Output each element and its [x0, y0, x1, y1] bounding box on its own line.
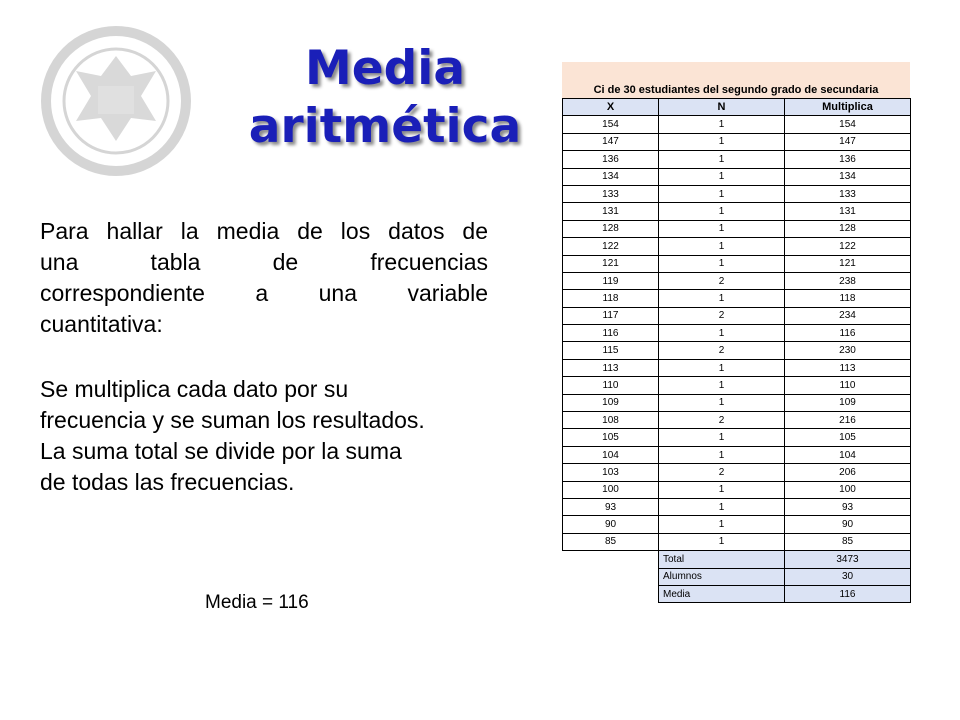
- table-row: [563, 290, 911, 307]
- summary-value: 116: [785, 585, 911, 602]
- table-row: [563, 133, 911, 150]
- intro-paragraph: [40, 216, 488, 340]
- table-row: [563, 429, 911, 446]
- column-header-multiplica: Multiplica: [785, 99, 911, 116]
- x-cell: 110: [563, 377, 659, 394]
- product-cell: 128: [785, 220, 911, 237]
- table-row: [563, 481, 911, 498]
- n-cell: 2: [659, 464, 785, 481]
- n-cell: 1: [659, 377, 785, 394]
- n-cell: 1: [659, 255, 785, 272]
- product-cell: 104: [785, 446, 911, 463]
- n-cell: 1: [659, 116, 785, 133]
- column-header-n: N: [659, 99, 785, 116]
- table-caption: Ci de 30 estudiantes del segundo grado de secundaria: [562, 62, 910, 98]
- summary-label: Media: [659, 585, 785, 602]
- table-row: [563, 272, 911, 289]
- table-row: [563, 220, 911, 237]
- product-cell: 110: [785, 377, 911, 394]
- n-cell: 1: [659, 220, 785, 237]
- summary-row: [563, 585, 911, 602]
- table-row: [563, 516, 911, 533]
- product-cell: 147: [785, 133, 911, 150]
- table-row: [563, 342, 911, 359]
- n-cell: 1: [659, 133, 785, 150]
- x-cell: 117: [563, 307, 659, 324]
- summary-label: Alumnos: [659, 568, 785, 585]
- table-row: [563, 168, 911, 185]
- n-cell: 2: [659, 272, 785, 289]
- n-cell: 1: [659, 446, 785, 463]
- summary-value: 3473: [785, 551, 911, 568]
- x-cell: 121: [563, 255, 659, 272]
- product-cell: 122: [785, 238, 911, 255]
- table-row: [563, 307, 911, 324]
- n-cell: 1: [659, 394, 785, 411]
- x-cell: 131: [563, 203, 659, 220]
- product-cell: 100: [785, 481, 911, 498]
- product-cell: 136: [785, 151, 911, 168]
- product-cell: 85: [785, 533, 911, 550]
- method-line: de todas las frecuencias.: [40, 469, 295, 495]
- n-cell: 2: [659, 342, 785, 359]
- table-row: [563, 255, 911, 272]
- x-cell: 116: [563, 325, 659, 342]
- product-cell: 105: [785, 429, 911, 446]
- n-cell: 1: [659, 203, 785, 220]
- x-cell: 119: [563, 272, 659, 289]
- method-paragraph: [40, 374, 510, 498]
- x-cell: 136: [563, 151, 659, 168]
- x-cell: 104: [563, 446, 659, 463]
- product-cell: 113: [785, 359, 911, 376]
- x-cell: 133: [563, 185, 659, 202]
- x-cell: 90: [563, 516, 659, 533]
- table-row: [563, 412, 911, 429]
- product-cell: 230: [785, 342, 911, 359]
- product-cell: 238: [785, 272, 911, 289]
- table-row: [563, 325, 911, 342]
- table-row: [563, 116, 911, 133]
- n-cell: 1: [659, 429, 785, 446]
- x-cell: 108: [563, 412, 659, 429]
- blank-cell: [563, 568, 659, 585]
- product-cell: 121: [785, 255, 911, 272]
- product-cell: 216: [785, 412, 911, 429]
- intro-line: Para hallar la media de los datos de: [40, 218, 488, 244]
- table-row: [563, 464, 911, 481]
- x-cell: 147: [563, 133, 659, 150]
- x-cell: 128: [563, 220, 659, 237]
- media-result: Media = 116: [205, 592, 309, 613]
- product-cell: 234: [785, 307, 911, 324]
- n-cell: 2: [659, 412, 785, 429]
- x-cell: 100: [563, 481, 659, 498]
- intro-line: correspondiente a una variable: [40, 280, 488, 306]
- x-cell: 115: [563, 342, 659, 359]
- table-row: [563, 185, 911, 202]
- n-cell: 1: [659, 481, 785, 498]
- n-cell: 2: [659, 307, 785, 324]
- n-cell: 1: [659, 325, 785, 342]
- column-header-x: X: [563, 99, 659, 116]
- frequency-table: [562, 62, 910, 603]
- n-cell: 1: [659, 185, 785, 202]
- n-cell: 1: [659, 168, 785, 185]
- n-cell: 1: [659, 359, 785, 376]
- table-row: [563, 394, 911, 411]
- x-cell: 93: [563, 498, 659, 515]
- table-header-row: [563, 99, 911, 116]
- product-cell: 116: [785, 325, 911, 342]
- table-row: [563, 238, 911, 255]
- product-cell: 118: [785, 290, 911, 307]
- table-row: [563, 203, 911, 220]
- x-cell: 134: [563, 168, 659, 185]
- blank-cell: [563, 551, 659, 568]
- table-row: [563, 533, 911, 550]
- product-cell: 133: [785, 185, 911, 202]
- n-cell: 1: [659, 533, 785, 550]
- n-cell: 1: [659, 151, 785, 168]
- summary-row: [563, 568, 911, 585]
- n-cell: 1: [659, 238, 785, 255]
- intro-line: una tabla de frecuencias: [40, 249, 488, 275]
- product-cell: 134: [785, 168, 911, 185]
- product-cell: 206: [785, 464, 911, 481]
- n-cell: 1: [659, 516, 785, 533]
- x-cell: 105: [563, 429, 659, 446]
- product-cell: 90: [785, 516, 911, 533]
- table-row: [563, 377, 911, 394]
- page-title: Media aritmética: [248, 41, 522, 154]
- table-row: [563, 498, 911, 515]
- table-row: [563, 151, 911, 168]
- product-cell: 109: [785, 394, 911, 411]
- product-cell: 154: [785, 116, 911, 133]
- method-line: Se multiplica cada dato por su: [40, 376, 349, 402]
- university-seal-icon: [36, 26, 196, 176]
- x-cell: 85: [563, 533, 659, 550]
- x-cell: 118: [563, 290, 659, 307]
- n-cell: 1: [659, 290, 785, 307]
- x-cell: 154: [563, 116, 659, 133]
- product-cell: 131: [785, 203, 911, 220]
- x-cell: 122: [563, 238, 659, 255]
- x-cell: 103: [563, 464, 659, 481]
- x-cell: 113: [563, 359, 659, 376]
- x-cell: 109: [563, 394, 659, 411]
- blank-cell: [563, 585, 659, 602]
- summary-row: [563, 551, 911, 568]
- table-row: [563, 359, 911, 376]
- summary-value: 30: [785, 568, 911, 585]
- table-row: [563, 446, 911, 463]
- method-line: La suma total se divide por la suma: [40, 438, 402, 464]
- summary-label: Total: [659, 551, 785, 568]
- intro-line: cuantitativa:: [40, 311, 163, 337]
- method-line: frecuencia y se suman los resultados.: [40, 407, 425, 433]
- n-cell: 1: [659, 498, 785, 515]
- product-cell: 93: [785, 498, 911, 515]
